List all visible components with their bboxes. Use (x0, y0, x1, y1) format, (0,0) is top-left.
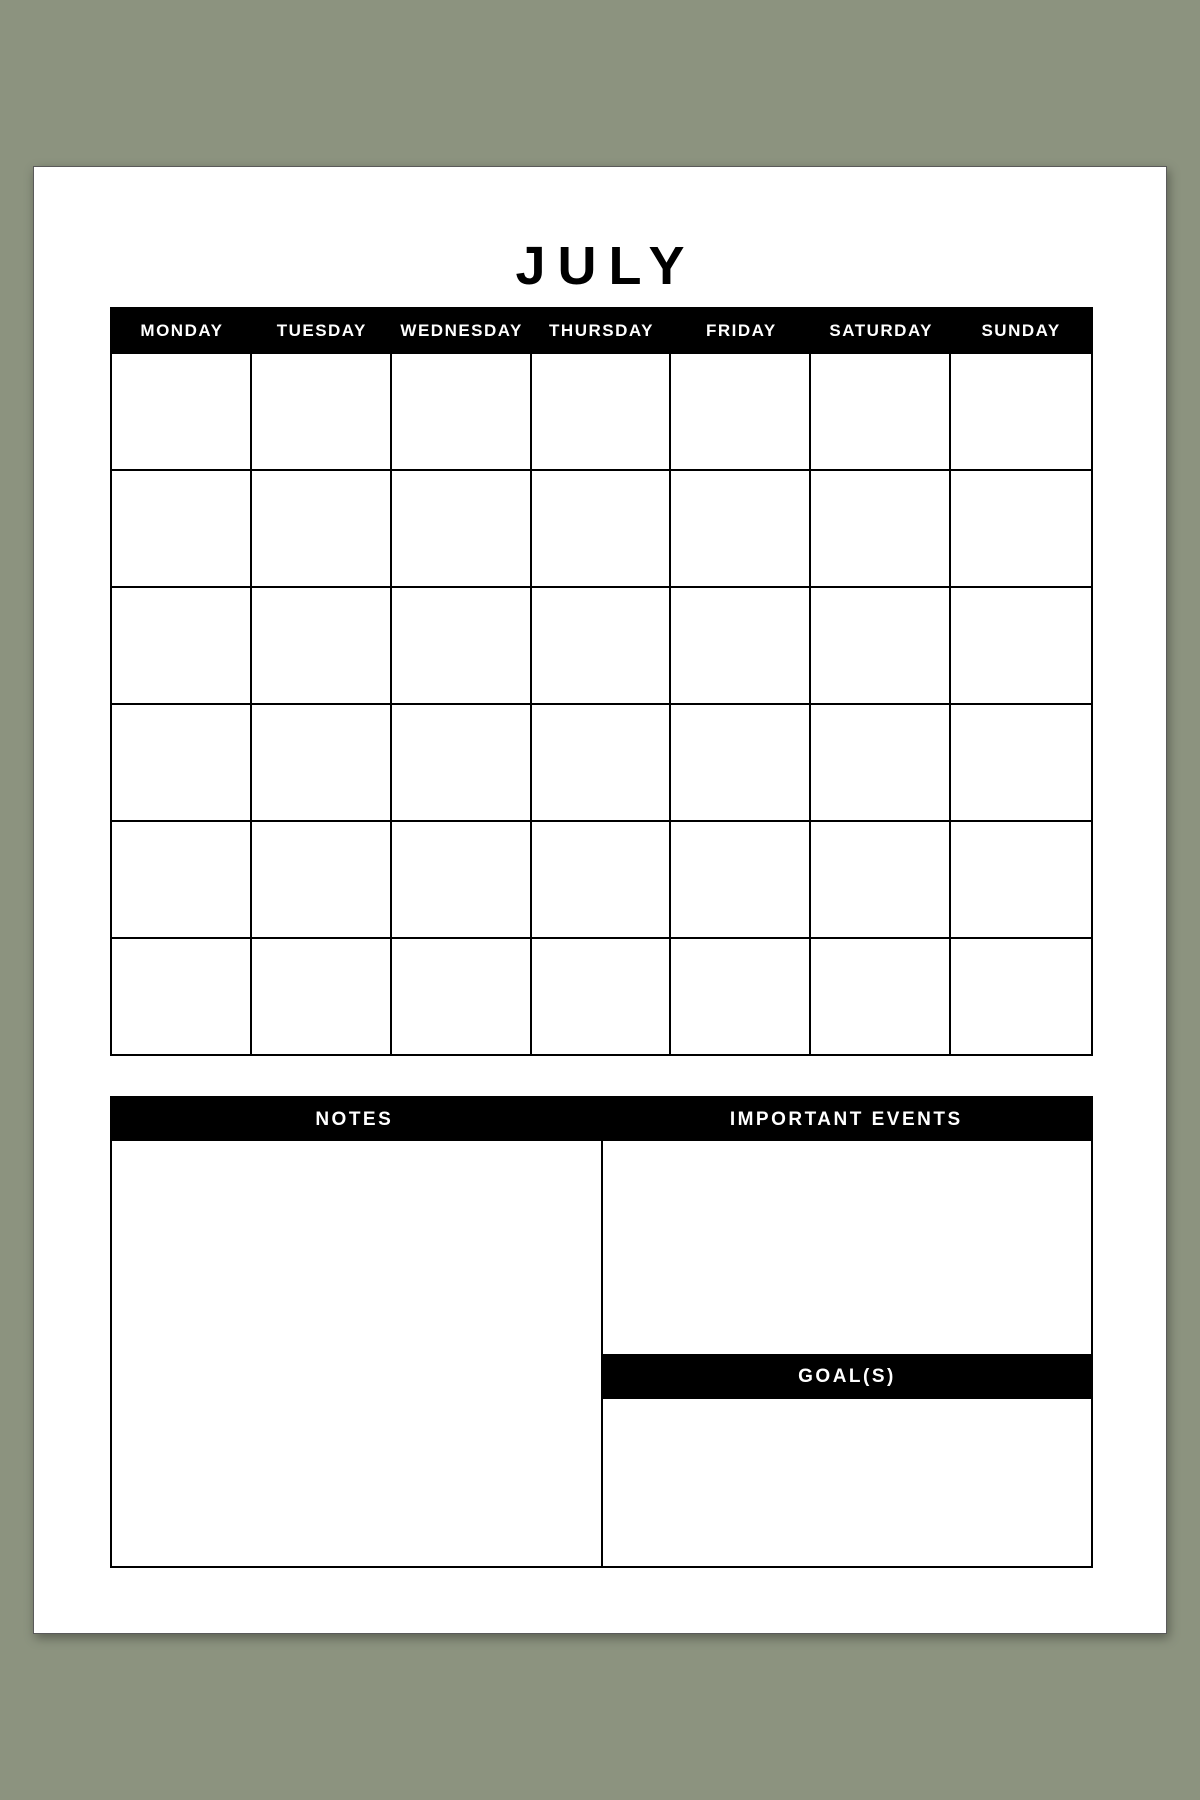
day-cell[interactable] (951, 352, 1091, 469)
day-header-thursday: THURSDAY (532, 309, 672, 352)
day-cell[interactable] (951, 703, 1091, 820)
day-cell[interactable] (392, 469, 532, 586)
day-cell[interactable] (252, 937, 392, 1054)
day-cell[interactable] (671, 352, 811, 469)
day-cell[interactable] (951, 469, 1091, 586)
day-cell[interactable] (671, 586, 811, 703)
day-cell[interactable] (252, 469, 392, 586)
day-cell[interactable] (112, 352, 252, 469)
day-cell[interactable] (811, 469, 951, 586)
day-cell[interactable] (252, 352, 392, 469)
day-header-tuesday: TUESDAY (252, 309, 392, 352)
day-cell[interactable] (671, 820, 811, 937)
goals-heading: GOAL(S) (603, 1354, 1091, 1399)
important-events-heading: IMPORTANT EVENTS (729, 1108, 963, 1130)
day-cell[interactable] (532, 937, 672, 1054)
day-cell[interactable] (392, 820, 532, 937)
notes-area[interactable] (112, 1141, 601, 1566)
day-cell[interactable] (811, 820, 951, 937)
day-cell[interactable] (392, 352, 532, 469)
day-header-sunday: SUNDAY (951, 309, 1091, 352)
day-header-saturday: SATURDAY (811, 309, 951, 352)
notes-heading: NOTES (315, 1108, 394, 1130)
planner-sheet (33, 166, 1167, 1634)
day-cell[interactable] (811, 937, 951, 1054)
calendar-grid (110, 307, 1093, 1056)
day-cell[interactable] (951, 937, 1091, 1054)
day-cell[interactable] (951, 586, 1091, 703)
day-cell[interactable] (811, 586, 951, 703)
goals-area[interactable] (603, 1399, 1091, 1566)
day-cell[interactable] (252, 703, 392, 820)
day-cell[interactable] (671, 937, 811, 1054)
day-cell[interactable] (532, 352, 672, 469)
day-cell[interactable] (671, 469, 811, 586)
month-title: JULY (515, 236, 697, 296)
day-header-friday: FRIDAY (671, 309, 811, 352)
day-cell[interactable] (392, 586, 532, 703)
day-cell[interactable] (532, 820, 672, 937)
day-cell[interactable] (532, 469, 672, 586)
day-cell[interactable] (112, 469, 252, 586)
day-header-monday: MONDAY (112, 309, 252, 352)
day-cell[interactable] (532, 703, 672, 820)
day-cell[interactable] (252, 820, 392, 937)
day-cell[interactable] (112, 820, 252, 937)
day-cell[interactable] (392, 703, 532, 820)
day-cell[interactable] (951, 820, 1091, 937)
day-header-wednesday: WEDNESDAY (392, 309, 532, 352)
day-cell[interactable] (112, 586, 252, 703)
day-cell[interactable] (811, 703, 951, 820)
day-cell[interactable] (671, 703, 811, 820)
day-cell[interactable] (112, 937, 252, 1054)
day-cell[interactable] (811, 352, 951, 469)
important-events-area[interactable] (603, 1141, 1091, 1354)
day-cell[interactable] (252, 586, 392, 703)
bottom-panel (110, 1096, 1093, 1568)
day-cell[interactable] (532, 586, 672, 703)
day-cell[interactable] (112, 703, 252, 820)
day-cell[interactable] (392, 937, 532, 1054)
